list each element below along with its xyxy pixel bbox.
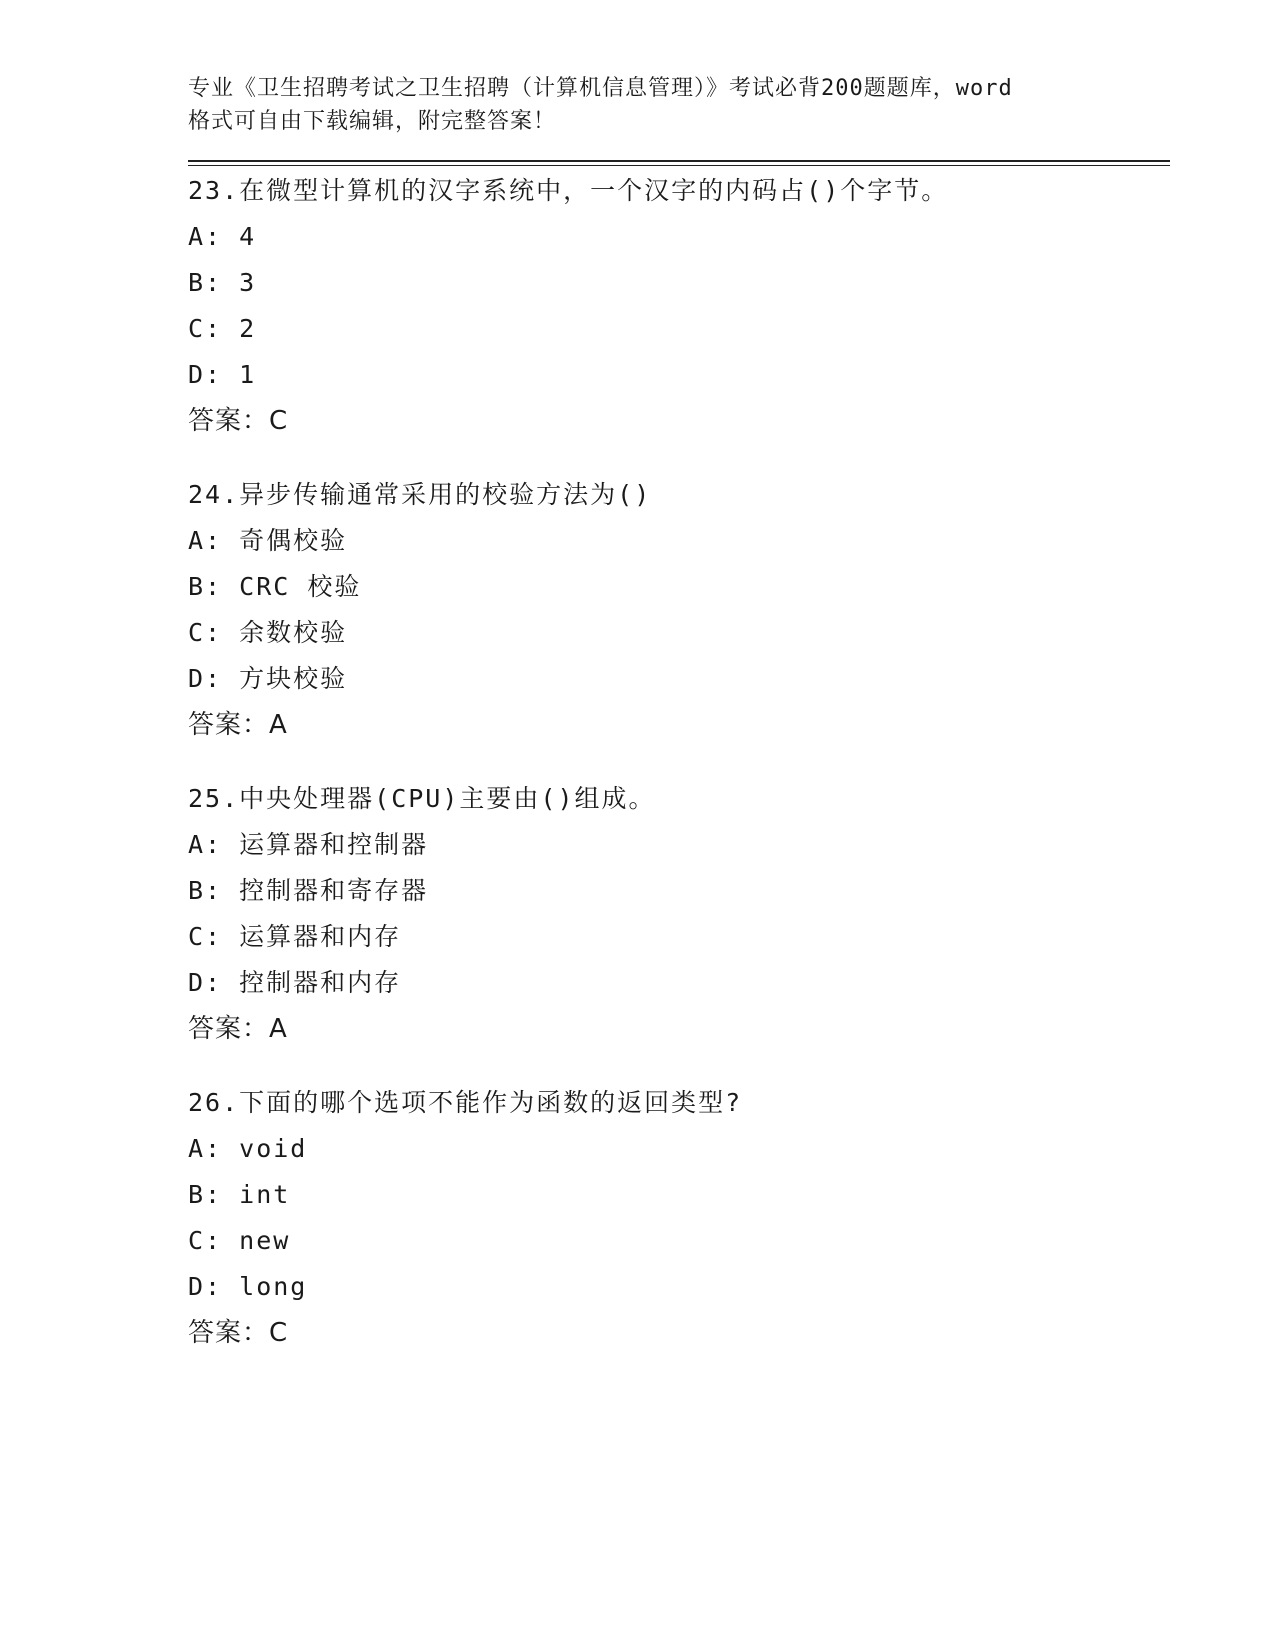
answer-line: 答案：C — [188, 406, 289, 436]
question-item — [188, 176, 1168, 436]
option-a: A: void — [188, 1134, 308, 1163]
option-d: D: 控制器和内存 — [188, 968, 402, 997]
header-divider — [188, 160, 1170, 166]
question-item — [188, 480, 1168, 740]
option-b: B: 3 — [188, 268, 257, 297]
document-header — [188, 72, 1168, 138]
divider-thick — [188, 160, 1170, 162]
answer-line: 答案：C — [188, 1318, 289, 1348]
option-a: A: 4 — [188, 222, 257, 251]
divider-thin — [188, 165, 1170, 166]
question-text: 23.在微型计算机的汉字系统中，一个汉字的内码占()个字节。 — [188, 176, 949, 205]
question-item — [188, 784, 1168, 1044]
question-text: 25.中央处理器(CPU)主要由()组成。 — [188, 784, 656, 813]
option-a: A: 奇偶校验 — [188, 526, 348, 555]
option-c: C: 2 — [188, 314, 257, 343]
option-d: D: 1 — [188, 360, 257, 389]
option-d: D: 方块校验 — [188, 664, 348, 693]
header-line-2: 格式可自由下载编辑，附完整答案！ — [188, 109, 557, 134]
answer-line: 答案：A — [188, 1014, 288, 1044]
header-line-1: 专业《卫生招聘考试之卫生招聘（计算机信息管理）》考试必背200题题库，word — [188, 76, 1013, 101]
option-b: B: int — [188, 1180, 291, 1209]
option-b: B: CRC 校验 — [188, 572, 362, 601]
option-c: C: new — [188, 1226, 291, 1255]
option-a: A: 运算器和控制器 — [188, 830, 429, 859]
answer-line: 答案：A — [188, 710, 288, 740]
document-page — [188, 72, 1168, 1348]
question-item — [188, 1088, 1168, 1348]
question-text: 26.下面的哪个选项不能作为函数的返回类型? — [188, 1088, 743, 1117]
option-d: D: long — [188, 1272, 308, 1301]
question-text: 24.异步传输通常采用的校验方法为() — [188, 480, 652, 509]
option-b: B: 控制器和寄存器 — [188, 876, 429, 905]
option-c: C: 运算器和内存 — [188, 922, 402, 951]
option-c: C: 余数校验 — [188, 618, 348, 647]
